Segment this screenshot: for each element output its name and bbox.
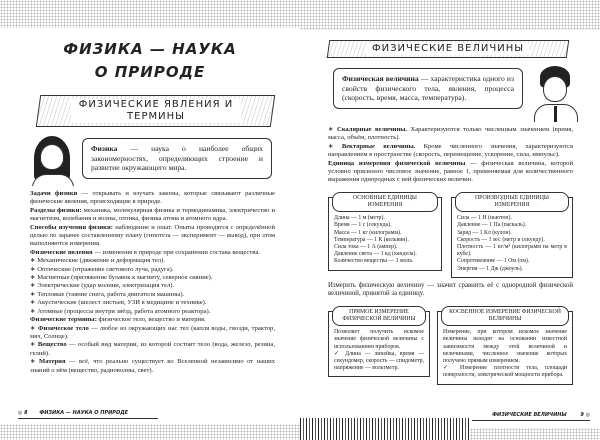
right-content [328,126,573,385]
right-body-text [328,126,573,185]
indirect-measurement-heading: КОСВЕННОЕ ИЗМЕРЕНИЕ ФИЗИЧЕСКОЙ ВЕЛИЧИНЫ [441,306,569,326]
boy-illustration [532,66,580,122]
left-body-text [30,190,275,375]
definition: Характеризуются только численным значением (время, масса, объём, плотность). [328,126,573,142]
direct-measurement-box [328,308,430,378]
definition: — изменения в природе при сохранении состава вещества. [92,248,260,256]
term: Вещество [37,341,67,349]
direct-measurement-heading: ПРЯМОЕ ИЗМЕРЕНИЕ ФИЗИЧЕСКОЙ ВЕЛИЧИНЫ [332,306,426,326]
list-item: ∗ Механические (движение и деформация тел). [30,257,165,265]
shoulders [32,174,74,186]
list-item: ∗ Вещество — особый вид материи, из которой состоит тело (вода, железо, резина, гелий). [30,341,275,357]
bubble-term: Физика [91,144,118,153]
unit-line: Скорость — 1 м/с (метр в секунду). [457,236,545,243]
page-title-line1: ФИЗИКА — НАУКА [63,40,237,58]
paragraph [30,207,275,224]
section-banner-right [327,40,570,58]
paragraph [30,190,275,207]
definition: — особый вид материи, из которой состоит тело (вода, железо, резина, гелий). [30,341,275,357]
list-item: ∗ Векторные величины. Кроме численного значения, характеризуются направлением в пространстве (скорость, перемещение, ускорение, сила, импульс). [328,142,573,159]
girl-illustration [30,136,75,186]
unit-line: Сила — 1 Н (ньютон). [457,215,512,222]
direct-text: Позволяет получить искомое значение физической величины с использованием приборов. [334,329,424,350]
phenomenon: Электрические (удар молнии, электризация тел). [37,282,175,290]
unit-line: Количество вещества — 1 моль. [334,258,414,265]
term: Материя [38,358,66,366]
running-title: ФИЗИЧЕСКИЕ ВЕЛИЧИНЫ [492,412,567,418]
physics-definition-bubble [82,138,272,179]
unit-line: Время — 1 с (секунда). [334,222,392,229]
definition: Кроме численного значения, характеризуются направлением в пространстве (скорость, перемещение, ускорение, сила, импульс). [328,142,573,159]
term: Физические термины: [30,316,97,324]
bubble-text: — характеристика одного из свойств физического тела, явления, процесса (скорость, время, масса, температура). [342,74,514,103]
list-item: ∗ Скалярные величины. Характеризуются только численным значением (время, масса, объём, плотность). [328,126,573,142]
term: Разделы физики: [30,206,82,214]
phenomenon: Механические (движение и деформация тел). [37,257,165,265]
definition: — любое из окружающих нас тел (капля воды, гвозди, трактор, мяч, Солнце). [30,324,275,340]
page-number: 8 [24,410,28,416]
bubble-text: — наука о наиболее общих закономерностях, определяющих строение и развитие окружающего мира. [91,144,263,173]
speedlines-decoration [300,418,470,440]
base-units-title: ОСНОВНЫЕ ЕДИНИЦЫ ИЗМЕРЕНИЯ [332,192,438,212]
indirect-text: Измерение, при котором искомое значение величины находят на основании известной зависимости между этой величиной и величинами, численное значение которых получено прямым измерением. [443,329,567,364]
indirect-example: ✓ Измерение плотности тела, площади поверхности, электрической мощности прибора. [443,365,567,379]
face [543,76,567,102]
paragraph [30,224,275,249]
spiral-icon: ◎ [583,412,590,418]
derived-units-title: ПРОИЗВОДНЫЕ ЕДИНИЦЫ ИЗМЕРЕНИЯ [455,192,569,212]
paragraph [30,249,275,257]
direct-measurement-body [329,326,429,376]
bubble-term: Физическая величина [342,74,419,83]
base-units-list [329,212,441,269]
definition: — физическая величина, которой условно присвоено числовое значение, равное 1, применяемая для количественного выражения однородных с ней физических величин. [328,159,573,184]
list-item: ∗ Физическое тело — любое из окружающих нас тел (капля воды, гвозди, трактор, мяч, Солнце). [30,324,275,340]
term: Единица измерения физической величины [328,159,466,167]
definition: механика, молекулярная физика и термодинамика, электричество и магнетизм, колебания и волны, оптика, физика атома и атомного ядра. [30,206,276,223]
unit-line: Сопротивление — 1 Ом (ом). [457,258,530,265]
unit-line: Сила тока — 1 А (ампер). [334,244,398,251]
derived-units-box [451,194,573,278]
term: Скалярные величины. [336,126,408,133]
list-item: ∗ Атомные (процессы внутри звёзд, работа атомного реактора). [30,307,211,315]
measurement-row [328,308,573,385]
running-title: ФИЗИКА — НАУКА О ПРИРОДЕ [39,410,129,416]
unit-line: Заряд — 1 Кл (кулон). [457,229,512,236]
list-item: ∗ Магнитные (притяжение булавок к магниту, северное сияние). [30,274,213,282]
section-banner-label: ФИЗИЧЕСКИЕ ВЕЛИЧИНЫ [366,43,530,55]
unit-line: Температура — 1 К (кельвин). [334,236,409,243]
footer-left [18,410,158,419]
quantity-definition-bubble [333,68,523,109]
term: Физическое тело [37,324,89,332]
phenomenon: Акустические (шелест листьев, УЗИ в медицине и технике). [37,299,207,307]
phenomenon: Тепловые (таяние снега, работа двигателя машины). [37,290,185,298]
definition: физическое тело, вещество и материя. [96,316,206,324]
list-item: ∗ Материя — всё, что реально существует во Вселенной независимо от наших знаний о нём (вещество, радиоволны, свет). [30,358,275,374]
term: Задачи физики [30,190,78,197]
indirect-measurement-body [438,326,572,383]
footer-right [472,412,590,421]
unit-line: Масса — 1 кг (килограмм). [334,229,402,236]
tie [554,106,557,122]
list-item: ∗ Электрические (удар молнии, электризация тел). [30,282,175,290]
page-title-line2: О ПРИРОДЕ [94,63,206,81]
definition: — открывать и изучать законы, которые связывают различные физические явления, происходящие в природе. [30,190,275,206]
phenomenon: Магнитные (притяжение булавок к магниту, северное сияние). [37,274,213,282]
unit-line: Давление — 1 Па (паскаль). [457,222,527,229]
paragraph [328,160,573,185]
list-item: ∗ Оптические (отражение светового луча, радуга). [30,265,174,273]
units-row [328,194,573,278]
unit-line: Длина — 1 м (метр). [334,215,385,222]
halftone-top-right [300,0,600,30]
direct-example: ✓ Длина — линейка, время — секундомер, скорость — спидометр, напряжение — вольтметр. [334,350,424,372]
page-number: 9 [580,412,584,418]
indirect-measurement-box [437,308,573,385]
section-banner-left [36,95,275,127]
phenomenon: Атомные (процессы внутри звёзд, работа атомного реактора). [37,307,211,315]
list-item: ∗ Акустические (шелест листьев, УЗИ в медицине и технике). [30,299,207,307]
halftone-bottom-right [470,428,600,440]
base-units-box [328,194,442,271]
halftone-bottom-left [0,424,300,440]
face [40,144,64,170]
halftone-top-left [0,0,300,28]
definition: наблюдение и опыт. Опыты проводятся с определённой целью по заранее составленному плану (гипотеза — эксперимент — вывод), при этом выполняются измерения. [30,223,275,248]
unit-line: Энергия — 1 Дж (джоуль). [457,265,523,272]
term: Физические явления [30,248,93,256]
phenomenon: Оптические (отражение светового луча, радуга). [37,265,174,273]
unit-line: Давление света — 1 кд (кандела). [334,251,417,258]
list-item: ∗ Тепловые (таяние снега, работа двигателя машины). [30,290,185,298]
measure-sentence: Измерить физическую величину — значит сравнить её с однородной физической величиной, принятой за единицу. [328,281,573,298]
spiral-icon: ◎ [18,410,25,416]
section-banner-label: ФИЗИЧЕСКИЕ ЯВЛЕНИЯ И ТЕРМИНЫ [71,99,241,123]
paragraph [30,316,275,324]
page-title [40,38,260,84]
unit-line: Плотность — 1 кг/м³ (килограмм на метр в кубе). [457,244,567,258]
term: Векторные величины. [341,142,416,150]
term: Способы изучения физики: [30,223,113,231]
derived-units-list [452,212,572,277]
definition: — всё, что реально существует во Вселенной независимо от наших знаний о нём (вещество, радиоволны, свет). [30,358,275,374]
